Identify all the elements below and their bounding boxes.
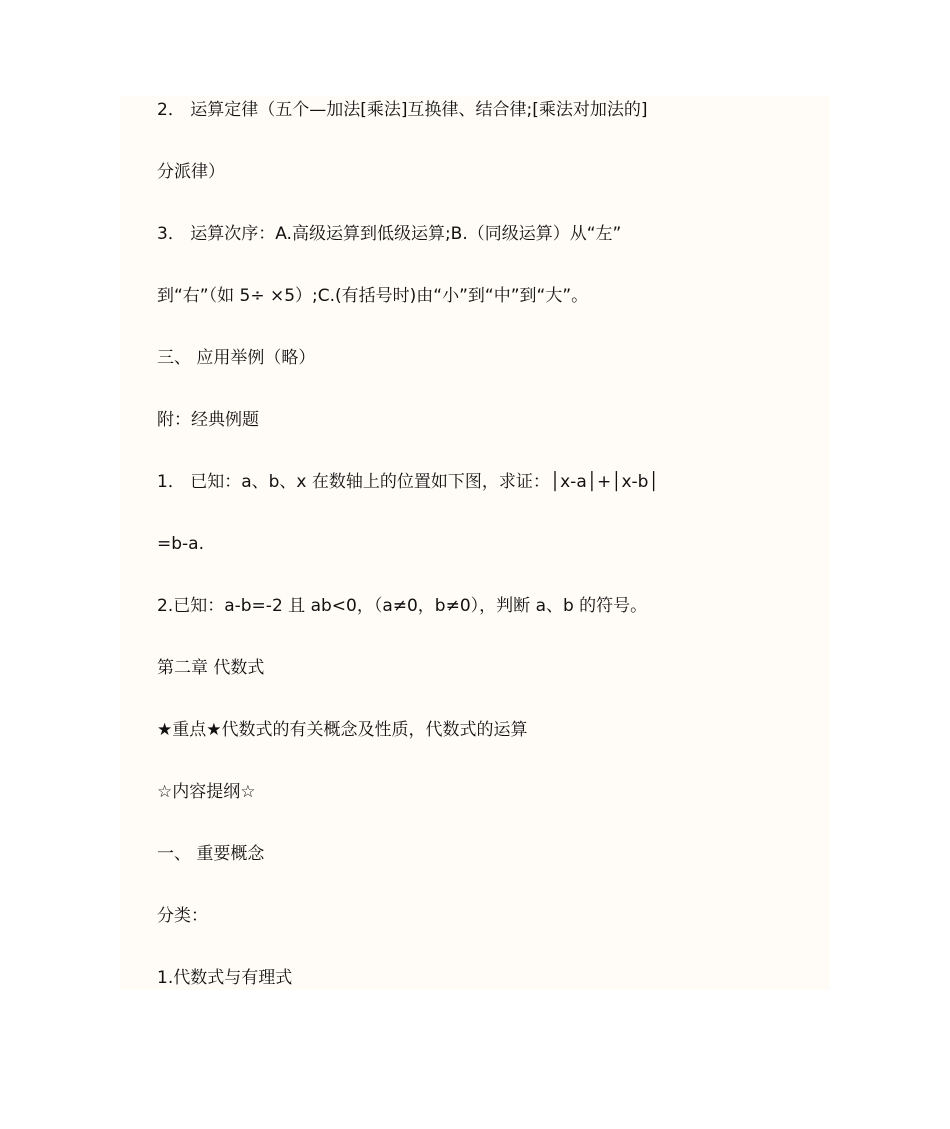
text-line-distributive-law: 分派律）	[157, 162, 225, 182]
text-line-algebraic-rational: 1.代数式与有理式	[157, 968, 293, 988]
text-line-operation-laws: 2． 运算定律（五个—加法[乘法]互换律、结合律;[乘法对加法的]	[157, 100, 648, 120]
chapter-heading-algebraic: 第二章 代数式	[157, 658, 265, 678]
section-heading-application: 三、 应用举例（略）	[157, 348, 316, 368]
text-line-classification: 分类：	[157, 906, 208, 926]
text-line-example-1-cont: =b-a.	[157, 534, 204, 554]
text-line-example-1: 1． 已知：a、b、x 在数轴上的位置如下图，求证：│x-a│+│x-b│	[157, 472, 659, 492]
text-line-operation-order-cont: 到“右”（如 5÷ ×5）;C.(有括号时)由“小”到“中”到“大”。	[157, 286, 589, 306]
text-line-example-2: 2.已知：a-b=-2 且 ab<0，（a≠0，b≠0），判断 a、b 的符号。	[157, 596, 648, 616]
text-line-operation-order: 3． 运算次序：A.高级运算到低级运算;B.（同级运算）从“左”	[157, 224, 622, 244]
section-heading-concepts: 一、 重要概念	[157, 844, 265, 864]
text-line-outline: ☆内容提纲☆	[157, 782, 256, 802]
text-line-classic-examples: 附：经典例题	[157, 410, 259, 430]
text-line-key-points: ★重点★代数式的有关概念及性质，代数式的运算	[157, 720, 528, 740]
